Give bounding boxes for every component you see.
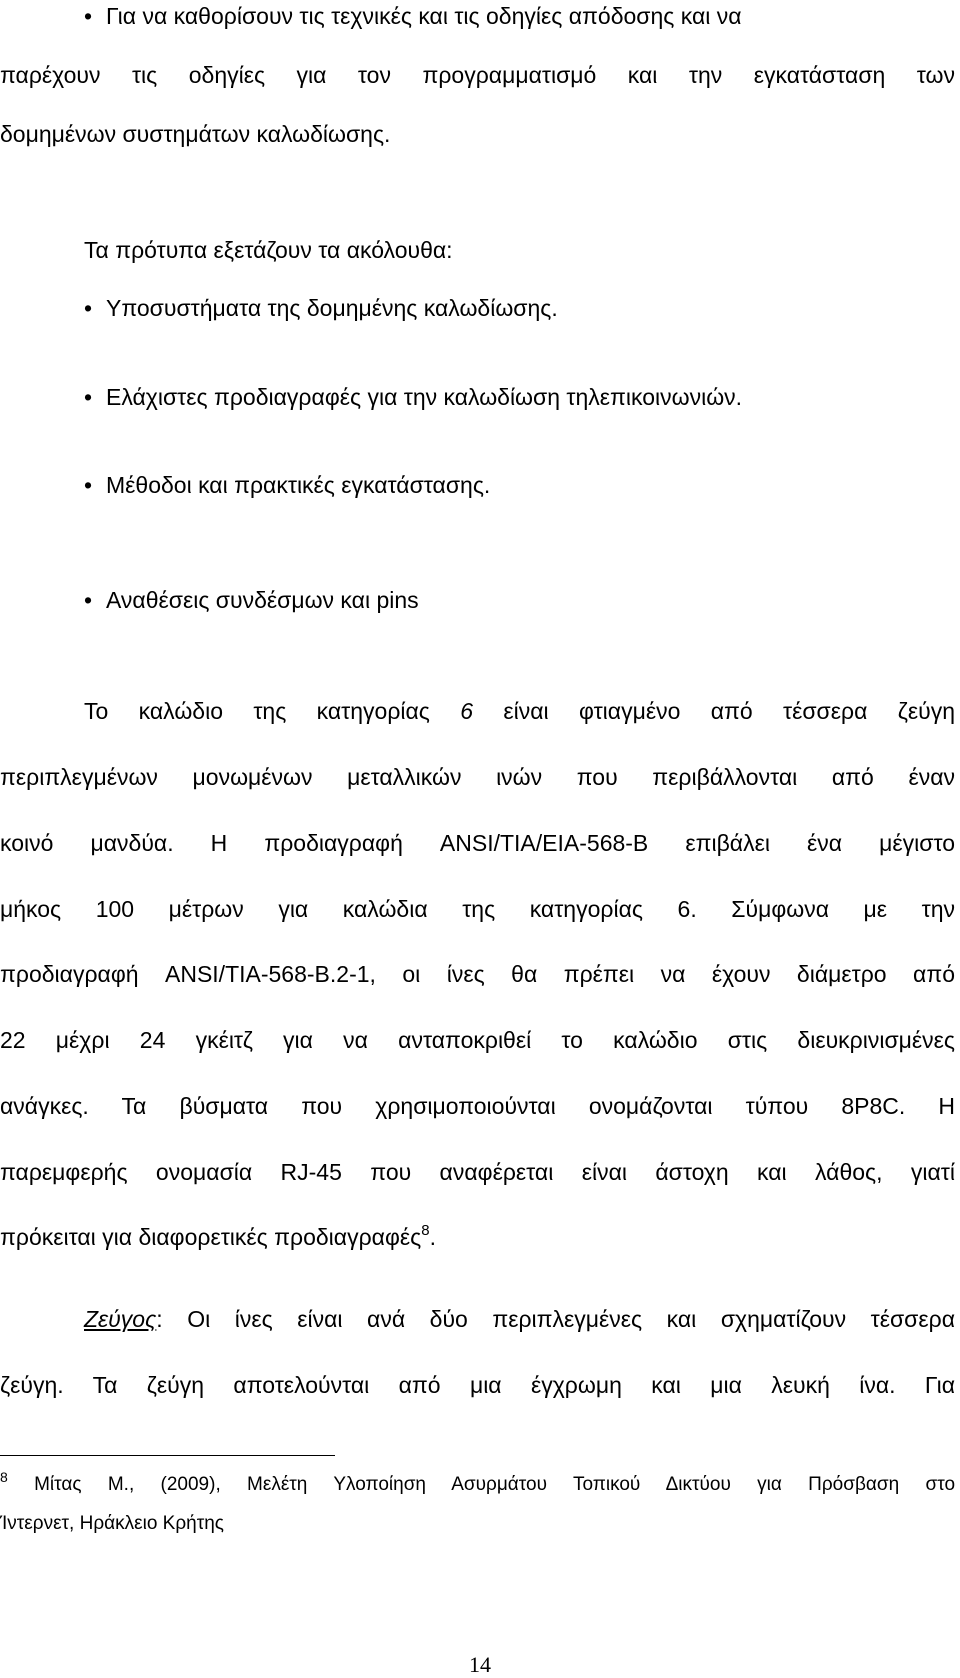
footnote-line: Ίντερνετ, Ηράκλειο Κρήτης: [0, 1513, 224, 1534]
bullet-item: [84, 2, 742, 30]
term-label: Ζεύγος: [84, 1306, 157, 1332]
bullet-icon: •: [84, 295, 93, 321]
text-run: είναι φτιαγμένο από τέσσερα ζεύγη: [473, 698, 955, 724]
paragraph-first-line: [0, 697, 955, 725]
bullet-icon: •: [84, 3, 93, 29]
text-line: 22 μέχρι 24 γκέιτζ για να ανταποκριθεί το καλώδιο στις διευκρινισμένες: [0, 1027, 955, 1053]
bullet-text: Για να καθορίσουν τις τεχνικές και τις οδηγίες απόδοσης και να: [106, 3, 742, 29]
footnote-marker: 8: [0, 1469, 8, 1485]
bullet-icon: •: [84, 587, 93, 613]
paragraph-first-line: [0, 1305, 955, 1333]
bullet-icon: •: [84, 472, 93, 498]
bullet-text: Αναθέσεις συνδέσμων και pins: [106, 587, 419, 613]
footnote-reference[interactable]: 8: [421, 1222, 430, 1239]
text-line: ανάγκες. Τα βύσματα που χρησιμοποιούνται ονομάζονται τύπου 8P8C. Η: [0, 1093, 955, 1119]
bullet-item: [84, 586, 419, 614]
text-line: παρεμφερής ονομασία RJ-45 που αναφέρεται είναι άστοχη και λάθος, γιατί: [0, 1159, 955, 1185]
bullet-icon: •: [84, 384, 93, 410]
footnote-line: [0, 1469, 956, 1497]
text-line: περιπλεγμένων μονωμένων μεταλλικών ινών που περιβάλλονται από έναν: [0, 764, 955, 790]
footnote-text: Μίτας Μ., (2009), Μελέτη Υλοποίηση Ασυρμάτου Τοπικού Δικτύου για Πρόσβαση στο: [34, 1474, 956, 1495]
text-run: .: [429, 1224, 436, 1250]
text-run: Το καλώδιο της κατηγορίας: [84, 698, 461, 724]
page-number: 14: [469, 1652, 491, 1677]
intro-text: Τα πρότυπα εξετάζουν τα ακόλουθα:: [84, 237, 453, 263]
category-number: 6: [460, 698, 474, 724]
text-line: προδιαγραφή ANSI/TIA-568-B.2-1, οι ίνες θα πρέπει να έχουν διάμετρο από: [0, 961, 955, 987]
bullet-text: Μέθοδοι και πρακτικές εγκατάστασης.: [106, 472, 491, 498]
text-line: μήκος 100 μέτρων για καλώδια της κατηγορίας 6. Σύμφωνα με την: [0, 896, 955, 922]
text-line: δομημένων συστημάτων καλωδίωσης.: [0, 121, 391, 147]
text-line: [0, 1223, 436, 1251]
text-run: : Οι ίνες είναι ανά δύο περιπλεγμένες και σχηματίζουν τέσσερα: [156, 1306, 955, 1332]
bullet-text: Ελάχιστες προδιαγραφές για την καλωδίωση τηλεπικοινωνιών.: [106, 384, 743, 410]
text-line: ζεύγη. Τα ζεύγη αποτελούνται από μια έγχρωμη και μια λευκή ίνα. Για: [0, 1372, 955, 1398]
text-line: κοινό μανδύα. Η προδιαγραφή ANSI/TIA/EIA-568-B επιβάλει ένα μέγιστο: [0, 830, 955, 856]
footnote-divider: [0, 1455, 335, 1456]
bullet-item: [84, 383, 742, 411]
text-run: πρόκειται για διαφορετικές προδιαγραφές: [0, 1224, 422, 1250]
text-line: παρέχουν τις οδηγίες για τον προγραμματισμό και την εγκατάσταση των: [0, 62, 955, 88]
bullet-item: [84, 471, 490, 499]
bullet-text: Υποσυστήματα της δομημένης καλωδίωσης.: [106, 295, 558, 321]
bullet-item: [84, 294, 558, 322]
